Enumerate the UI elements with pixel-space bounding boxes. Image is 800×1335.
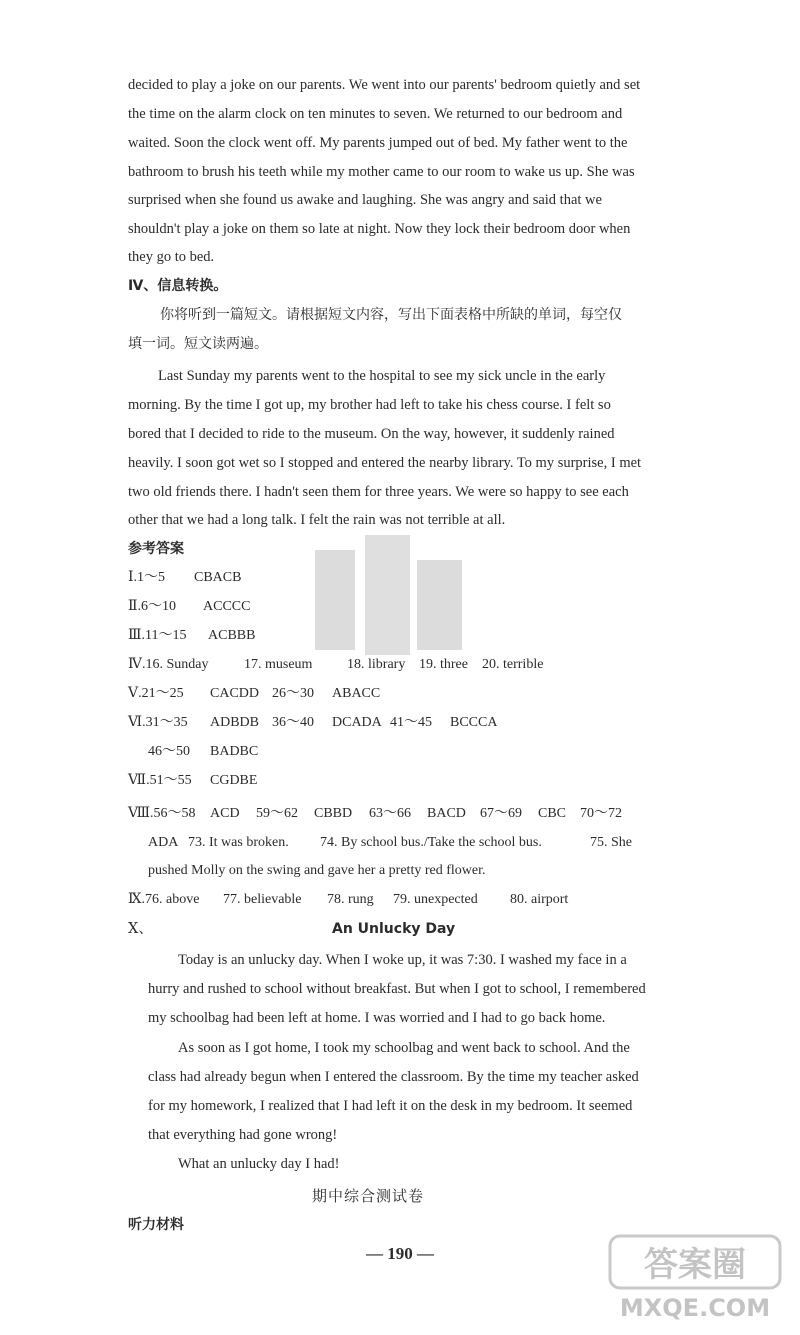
answer-row xyxy=(148,833,632,853)
essay-line: my schoolbag had been left at home. I was worried and I had to go back home. xyxy=(148,1010,606,1026)
essay-line: class had already begun when I entered the classroom. By the time my teacher asked xyxy=(148,1069,639,1085)
essay-line: What an unlucky day I had! xyxy=(178,1156,340,1172)
answer-cell: 67～69 xyxy=(480,806,522,821)
answer-row xyxy=(128,626,255,646)
answer-cell: Ⅱ.6～10 xyxy=(128,599,177,614)
answer-cell: 74. By school bus./Take the school bus. xyxy=(320,835,542,850)
answer-cell: Ⅵ.31～35 xyxy=(128,715,188,730)
answer-cell: ADA xyxy=(148,835,179,850)
answer-cell: 46～50 xyxy=(148,744,190,759)
page-number: — 190 — xyxy=(366,1244,434,1263)
section4-instruction: 填一词。短文读两遍。 xyxy=(128,336,268,352)
section4-passage-line: heavily. I soon got wet so I stopped and entered the nearby library. To my surprise, I met xyxy=(128,455,642,471)
midterm-title: 期中综合测试卷 xyxy=(312,1187,425,1205)
answer-cell: ABACC xyxy=(332,686,381,701)
answer-cell: Ⅶ.51～55 xyxy=(128,773,192,788)
answer-cell: 26～30 xyxy=(272,686,314,701)
section4-passage-line: bored that I decided to ride to the museum. On the way, however, it suddenly rained xyxy=(128,426,615,442)
answer-cell: 19. three xyxy=(419,657,468,672)
passage1-line: decided to play a joke on our parents. We went into our parents' bedroom quietly and set xyxy=(128,77,641,93)
answer-cell: Ⅲ.11～15 xyxy=(128,628,187,643)
answer-cell: 17. museum xyxy=(244,657,313,672)
answer-cell: Ⅷ.56～58 xyxy=(128,806,196,821)
answer-cell: Ⅰ.1～5 xyxy=(128,570,166,585)
answer-row xyxy=(148,742,258,762)
answer-row xyxy=(128,597,250,617)
answer-cell: ACD xyxy=(210,806,240,821)
answer-row xyxy=(128,771,257,791)
answer-cell: 63～66 xyxy=(369,806,411,821)
answer-cell: ADBDB xyxy=(210,715,260,730)
answer-cell: Ⅸ.76. above xyxy=(128,892,200,907)
answer-cell: 59～62 xyxy=(256,806,298,821)
answer-cell: 73. It was broken. xyxy=(188,835,289,850)
answer-cell: CBACB xyxy=(194,570,242,585)
answer-cell: BACD xyxy=(427,806,466,821)
answer-cell: BCCCA xyxy=(450,715,498,730)
answer-row xyxy=(128,568,241,588)
answer-row xyxy=(128,713,497,733)
answer-cell: Ⅳ.16. Sunday xyxy=(128,657,209,672)
section4-passage-line: morning. By the time I got up, my brother had left to take his chess course. I felt so xyxy=(128,397,611,413)
passage1-line: bathroom to brush his teeth while my mother came to our room to wake us up. She was xyxy=(128,164,635,180)
answer-cell: BADBC xyxy=(210,744,259,759)
answer-cell: CBC xyxy=(538,806,567,821)
section4-passage-line: two old friends there. I hadn't seen them for three years. We were so happy to see each xyxy=(128,484,629,500)
section4-passage-line: other that we had a long talk. I felt the rain was not terrible at all. xyxy=(128,512,506,528)
essay-line: hurry and rushed to school without breakfast. But when I got to school, I remembered xyxy=(148,981,646,997)
passage1-line: they go to bed. xyxy=(128,249,215,265)
answer-cell: Ⅴ.21～25 xyxy=(128,686,184,701)
answer-row xyxy=(128,684,380,704)
essay-line: that everything had gone wrong! xyxy=(148,1127,338,1143)
section4-instruction: 你将听到一篇短文。请根据短文内容，写出下面表格中所缺的单词，每空仅 xyxy=(160,307,622,323)
answer-cell: CGDBE xyxy=(210,773,258,788)
answer-cell: pushed Molly on the swing and gave her a pretty red flower. xyxy=(148,863,486,878)
answer-cell: 80. airport xyxy=(510,892,569,907)
watermark-logo xyxy=(606,1232,786,1327)
answers-heading: 参考答案 xyxy=(128,541,184,557)
answer-cell: 78. rung xyxy=(327,892,374,907)
stamp-watermark xyxy=(305,530,470,660)
section10-label: Ⅹ、 xyxy=(128,921,153,937)
svg-text:答案圈: 答案圈 xyxy=(644,1245,746,1285)
passage1-line: the time on the alarm clock on ten minutes to seven. We returned to our bedroom and xyxy=(128,106,623,122)
answer-cell: ACCCC xyxy=(203,599,251,614)
answer-cell: 18. library xyxy=(347,657,406,672)
essay-line: As soon as I got home, I took my schoolbag and went back to school. And the xyxy=(178,1040,630,1056)
answer-cell: DCADA xyxy=(332,715,382,730)
answer-row xyxy=(128,804,622,824)
svg-text:MXQE.COM: MXQE.COM xyxy=(619,1294,771,1322)
answer-row xyxy=(128,890,568,910)
answer-cell: 36～40 xyxy=(272,715,314,730)
listening-label: 听力材料 xyxy=(128,1217,184,1233)
answer-cell: ACBBB xyxy=(208,628,256,643)
answer-cell: 70～72 xyxy=(580,806,622,821)
answer-cell: 79. unexpected xyxy=(393,892,478,907)
answer-row xyxy=(148,861,485,881)
essay-line: for my homework, I realized that I had left it on the desk in my bedroom. It seemed xyxy=(148,1098,633,1114)
section10-title: An Unlucky Day xyxy=(332,921,456,937)
section4-heading: Ⅳ、信息转换。 xyxy=(128,278,228,294)
answer-cell: CACDD xyxy=(210,686,260,701)
section4-passage-line: Last Sunday my parents went to the hospital to see my sick uncle in the early xyxy=(158,368,606,384)
passage1-line: shouldn't play a joke on them so late at night. Now they lock their bedroom door when xyxy=(128,221,631,237)
answer-row xyxy=(128,655,543,675)
answer-cell: 20. terrible xyxy=(482,657,544,672)
answer-cell: 77. believable xyxy=(223,892,302,907)
answer-cell: CBBD xyxy=(314,806,353,821)
answer-cell: 75. She xyxy=(590,835,632,850)
essay-line: Today is an unlucky day. When I woke up, it was 7:30. I washed my face in a xyxy=(178,952,627,968)
passage1-line: surprised when she found us awake and laughing. She was angry and said that we xyxy=(128,192,602,208)
answer-cell: 41～45 xyxy=(390,715,432,730)
passage1-line: waited. Soon the clock went off. My parents jumped out of bed. My father went to the xyxy=(128,135,628,151)
watermark-logo-graphic xyxy=(606,1232,786,1322)
